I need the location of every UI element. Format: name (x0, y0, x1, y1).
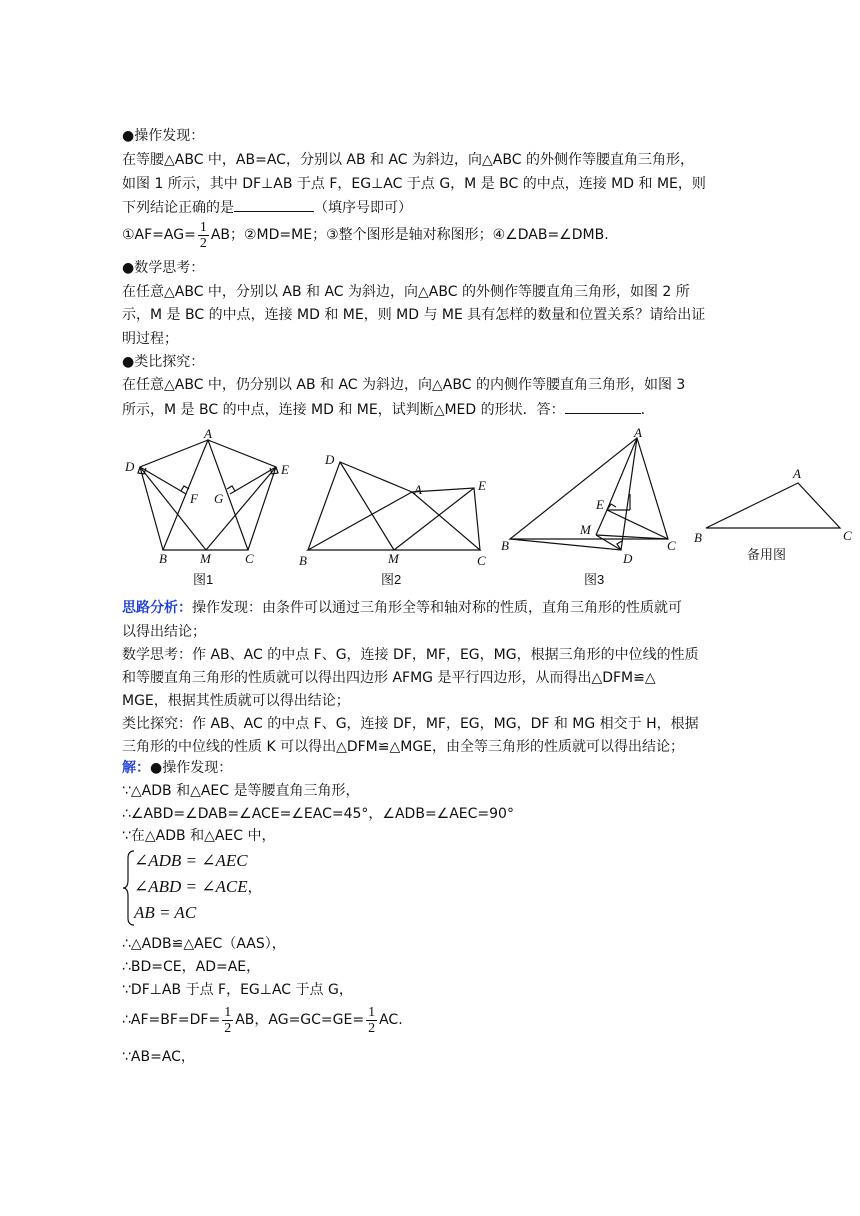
answer-blank[interactable] (565, 399, 641, 414)
paragraph-line: 以得出结论； (122, 624, 206, 640)
paragraph-line: 示，M 是 BC 的中点，连接 MD 和 ME，则 MD 与 ME 具有怎样的数量和位置关系？请给出证 (122, 307, 706, 323)
text: AB，AG=GC=GE= (235, 1012, 365, 1028)
paragraph-line: MGE，根据其性质就可以得出结论； (122, 693, 350, 709)
denominator: 2 (368, 1020, 376, 1036)
label-e: E (281, 462, 289, 477)
segment-em (394, 488, 474, 550)
paragraph-line (122, 1000, 403, 1040)
paragraph-line: ∵在△ADB 和△AEC 中， (122, 828, 276, 844)
figure-caption: 图3 (584, 572, 605, 587)
text: ∠ABD = ∠ACE (134, 877, 248, 896)
figure-spare (694, 466, 852, 562)
label-d: D (623, 551, 633, 566)
paragraph-line: 类比探究：作 AB、AC 的中点 F、G，连接 DF，MF，EG，MG，DF 和 MG 相交于 H，根据 (122, 716, 699, 732)
text: 操作发现：由条件可以通过三角形全等和轴对称的性质，直角三角形的性质就可 (192, 600, 682, 616)
label-d: D (125, 459, 135, 474)
text: ， (247, 880, 262, 896)
segment-em (596, 510, 607, 535)
paragraph-line (122, 197, 412, 218)
paragraph-line: ∴BD=CE，AD=AE， (122, 959, 261, 975)
figure-caption: 图2 (381, 572, 402, 587)
paragraph-line: 在任意△ABC 中，分别以 AB 和 AC 为斜边，向△ABC 的外侧作等腰直角三角形，如图 2 所 (122, 284, 690, 300)
denominator: 2 (199, 235, 207, 251)
heading-math-thinking: ●数学思考： (122, 260, 205, 276)
equation-row: AB = AC (134, 903, 197, 922)
label-b: B (299, 553, 307, 568)
triangle-adb (510, 438, 637, 550)
paragraph-line: 如图 1 所示，其中 DF⊥AB 于点 F，EG⊥AC 于点 G，M 是 BC 的中点，连接 MD 和 ME，则 (122, 176, 706, 192)
label-m: M (388, 551, 399, 566)
text: AB；②MD=ME；③整个图形是轴对称图形；④∠DAB=∠DMB. (210, 227, 609, 243)
text: 下列结论正确的是 (122, 200, 234, 216)
analysis-label: 思路分析： (122, 600, 192, 616)
paragraph-line: ∴∠ABD=∠DAB=∠ACE=∠EAC=45°，∠ADB=∠AEC=90° (122, 806, 514, 822)
heading-operation-discovery: ●操作发现： (122, 128, 205, 144)
text: AC. (379, 1012, 403, 1028)
label-m: M (580, 522, 591, 537)
text: 所示，M 是 BC 的中点，连接 MD 和 ME，试判断△MED 的形状．答： (122, 402, 565, 418)
numerator: 1 (224, 1004, 232, 1020)
label-a: A (204, 426, 212, 441)
right-angle-marker (607, 504, 616, 510)
label-a: A (634, 425, 642, 440)
text: ①AF=AG= (122, 227, 196, 243)
paragraph-line: 在等腰△ABC 中，AB=AC，分别以 AB 和 AC 为斜边，向△ABC 的外侧作等腰直角三角形， (122, 152, 694, 168)
label-c: C (245, 551, 254, 566)
label-b: B (694, 530, 702, 545)
label-e: E (478, 478, 486, 493)
paragraph-line: ∵△ADB 和△AEC 是等腰直角三角形， (122, 783, 360, 799)
paragraph-line (122, 217, 609, 253)
figure-caption: 图1 (193, 572, 214, 587)
paragraph-line: ∴△ADB≌△AEC（AAS）， (122, 936, 286, 952)
paragraph-line (122, 758, 232, 778)
label-e: E (596, 497, 604, 512)
triangle-adb (308, 462, 412, 550)
text: ●操作发现： (150, 760, 233, 776)
equation-row (134, 877, 262, 898)
triangle-aec (607, 438, 668, 539)
denominator: 2 (224, 1020, 232, 1036)
right-angle-marker (227, 486, 235, 491)
segment-em (206, 467, 276, 550)
text: （填序号即可） (314, 200, 412, 216)
label-g: G (214, 491, 224, 506)
label-m: M (200, 551, 211, 566)
label-b: B (159, 551, 167, 566)
paragraph-line: 明过程； (122, 331, 178, 347)
figure-2 (299, 452, 486, 587)
label-b: B (501, 538, 509, 553)
paragraph-line (122, 598, 682, 618)
fraction-one-half (222, 1005, 233, 1036)
answer-blank[interactable] (234, 197, 314, 212)
paragraph-line: 在任意△ABC 中，仍分别以 AB 和 AC 为斜边，向△ABC 的内侧作等腰直角三角形，如图 3 (122, 377, 686, 393)
segment-dm (140, 467, 206, 550)
paragraph-line: 和等腰直角三角形的性质就可以得出四边形 AFMG 是平行四边形，从而得出△DFM≌△ (122, 670, 656, 686)
fraction-one-half (366, 1005, 377, 1036)
numerator: 1 (368, 1004, 376, 1020)
label-d: D (325, 452, 335, 467)
triangle-abc (163, 440, 248, 550)
text: ∴AF=BF=DF= (122, 1012, 221, 1028)
segment-eg (230, 467, 276, 494)
label-f: F (190, 491, 198, 506)
heading-analogy-exploration: ●类比探究： (122, 354, 205, 370)
figures-strip (0, 422, 860, 592)
equation-row: ∠ADB = ∠AEC (134, 851, 248, 870)
label-c: C (477, 553, 486, 568)
figure-1 (124, 426, 289, 587)
solution-label: 解： (122, 760, 150, 776)
label-c: C (843, 528, 852, 543)
paragraph-line (122, 399, 645, 420)
figure-3 (501, 425, 676, 587)
text: . (640, 402, 646, 418)
fraction-one-half (198, 220, 209, 251)
paragraph-line: ∵AB=AC， (122, 1049, 195, 1065)
triangle-abc (308, 492, 480, 550)
paragraph-line: ∵DF⊥AB 于点 F，EG⊥AC 于点 G， (122, 982, 353, 998)
figure-caption: 备用图 (747, 547, 787, 562)
paragraph-line: 数学思考：作 AB、AC 的中点 F、G，连接 DF，MF，EG，MG，根据三角形的中位线的性质 (122, 647, 699, 663)
label-c: C (667, 538, 676, 553)
triangle-abc (706, 483, 840, 528)
numerator: 1 (199, 219, 207, 235)
label-a: A (414, 482, 422, 497)
label-a: A (793, 466, 801, 481)
paragraph-line: 三角形的中位线的性质 K 可以得出△DFM≌△MGE，由全等三角形的性质就可以得出结论； (122, 739, 685, 755)
